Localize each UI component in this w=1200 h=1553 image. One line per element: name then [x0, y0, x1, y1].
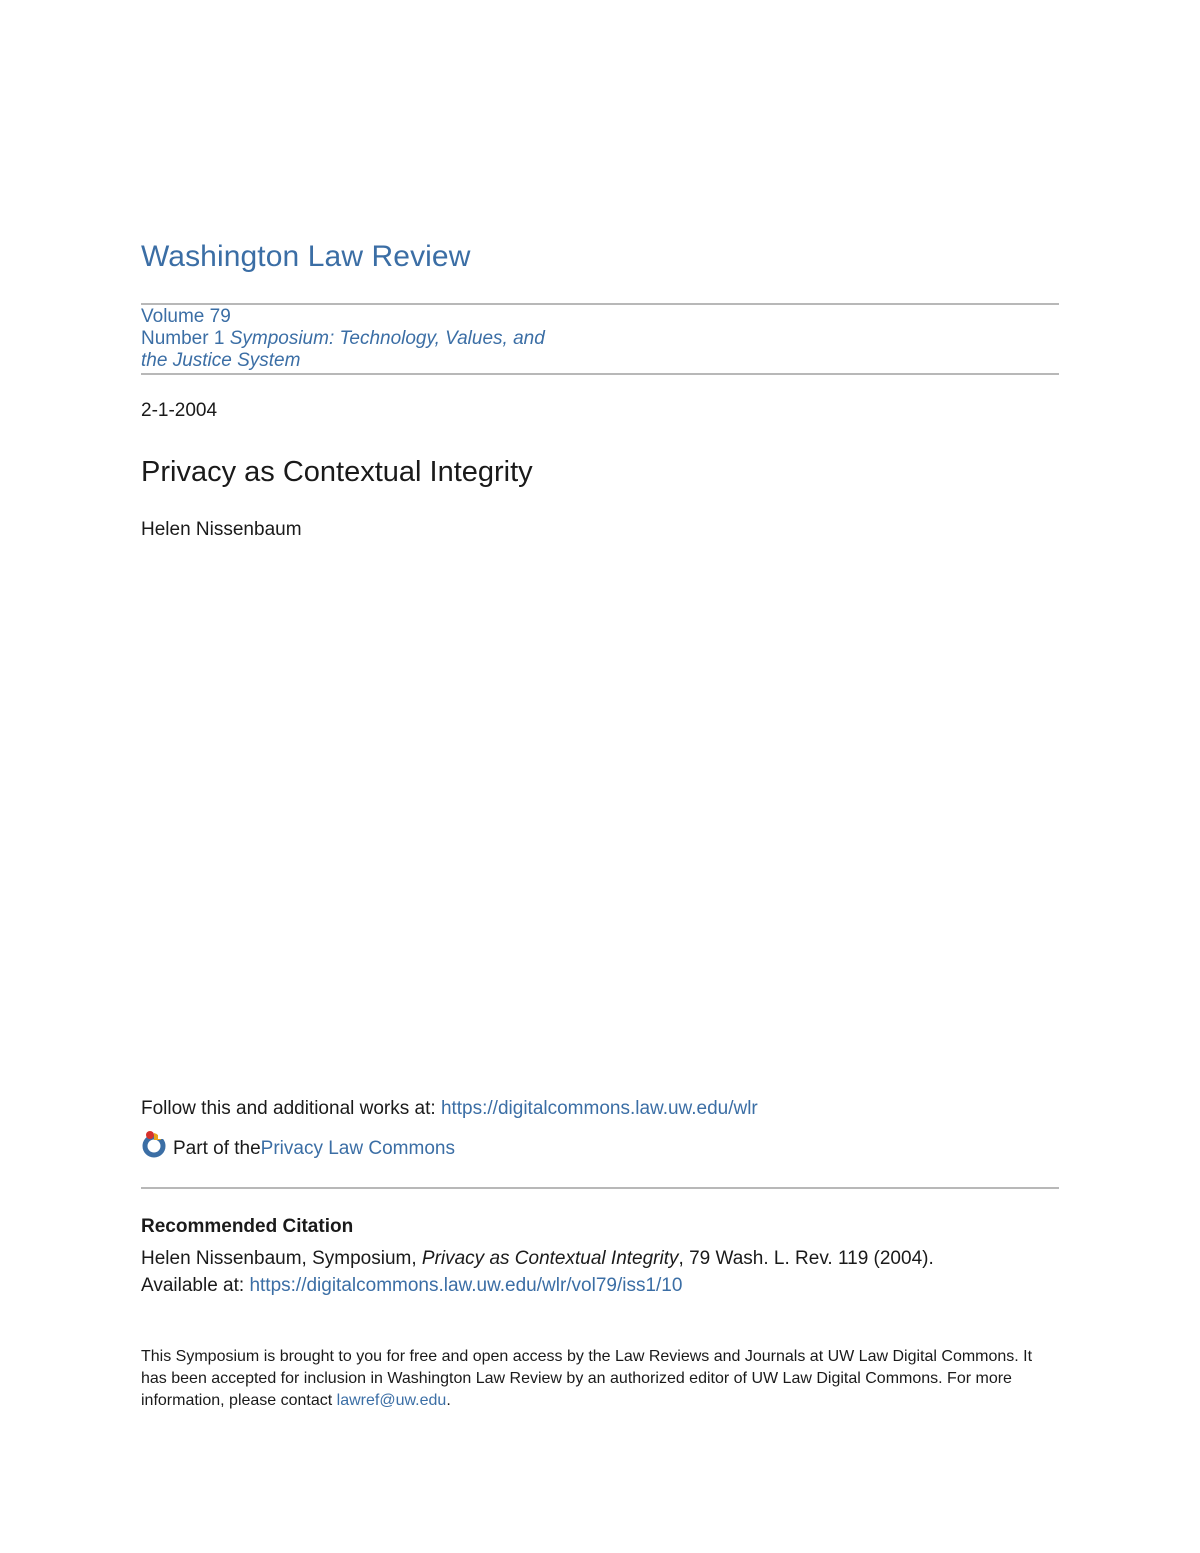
- digital-commons-network-icon: [141, 1130, 169, 1158]
- citation-title: Privacy as Contextual Integrity: [421, 1248, 679, 1269]
- privacy-law-commons-link[interactable]: Privacy Law Commons: [260, 1138, 455, 1159]
- available-prefix: Available at:: [141, 1275, 250, 1296]
- article-title: Privacy as Contextual Integrity: [141, 456, 533, 488]
- available-at-line: [141, 1272, 1059, 1299]
- footer-text: This Symposium is brought to you for free and open access by the Law Reviews and Journals at UW Law Digital Commons. It has been accepted for inclusion in Washington Law Review by an authorized editor of UW Law Digital Commons. For more information, please contact: [141, 1348, 1033, 1409]
- symposium-link-line2[interactable]: the Justice System: [141, 350, 301, 371]
- follow-url-link[interactable]: https://digitalcommons.law.uw.edu/wlr: [440, 1098, 758, 1119]
- citation-line: [141, 1245, 1059, 1272]
- contact-email-link[interactable]: lawref@uw.edu: [336, 1392, 447, 1409]
- recommended-citation-heading: Recommended Citation: [141, 1216, 354, 1237]
- part-of-line: [141, 1132, 455, 1160]
- available-url-link[interactable]: https://digitalcommons.law.uw.edu/wlr/vol79/iss1/10: [249, 1275, 683, 1296]
- issue-number-line: [141, 328, 611, 350]
- follow-line: [141, 1098, 758, 1120]
- cover-page: [141, 0, 1059, 1553]
- issue-info: [141, 306, 611, 372]
- citation-text-before: Helen Nissenbaum, Symposium,: [141, 1248, 422, 1269]
- divider-middle: [141, 373, 1059, 375]
- publication-date: 2-1-2004: [141, 400, 218, 421]
- number-link[interactable]: Number 1: [141, 328, 225, 349]
- citation-text: [141, 1245, 1059, 1299]
- symposium-link-line1[interactable]: Symposium: Technology, Values, and: [229, 328, 545, 349]
- article-author: Helen Nissenbaum: [141, 519, 302, 540]
- part-of-prefix: Part of the: [173, 1138, 261, 1159]
- divider-bottom: [141, 1187, 1059, 1189]
- follow-prefix: Follow this and additional works at:: [141, 1098, 441, 1119]
- footer-note: [141, 1346, 1059, 1412]
- journal-title-link[interactable]: Washington Law Review: [141, 240, 471, 273]
- divider-top: [141, 303, 1059, 305]
- footer-end: .: [446, 1392, 451, 1409]
- volume-link[interactable]: Volume 79: [141, 306, 231, 327]
- citation-text-after: , 79 Wash. L. Rev. 119 (2004).: [678, 1248, 934, 1269]
